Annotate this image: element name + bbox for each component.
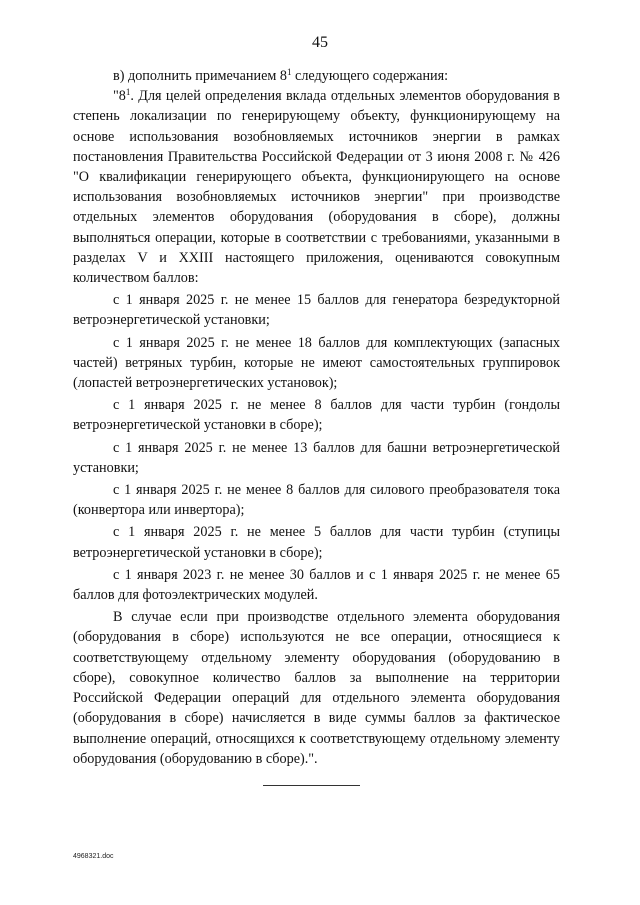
document-code: 4968321.doc (73, 853, 114, 860)
note-paragraph (73, 86, 560, 288)
intro-text-end: следующего содержания: (291, 68, 449, 84)
list-item-generator: с 1 января 2025 г. не менее 15 баллов для генератора безредукторной ветроэнергетической установки; (73, 292, 560, 329)
list-item-tower: с 1 января 2025 г. не менее 13 баллов для башни ветроэнергетической установки; (73, 439, 560, 476)
amendment-intro (73, 66, 560, 86)
list-item-hub: с 1 января 2025 г. не менее 5 баллов для части турбин (ступицы ветроэнергетической установки в сборе); (73, 524, 560, 561)
list-item-converter: с 1 января 2025 г. не менее 8 баллов для силового преобразователя тока (конвертора или инвертора); (73, 482, 560, 519)
intro-text: в) дополнить примечанием 8 (113, 68, 287, 84)
closing-paragraph: В случае если при производстве отдельного элемента оборудования (оборудования в сборе) используются не все операции, относящиеся к соответствующему отдельному элементу оборудования (оборудованию в сборе), совокупное количество баллов за выполнение на территории Российской Федерации операций для отдельного элемента оборудования (оборудования в сборе) начисляется в виде суммы баллов за фактическое выполнение операций, относящихся к соответствующему отдельному элементу оборудования (оборудованию в сборе).". (73, 609, 560, 767)
intro-superscript: 1 (287, 67, 292, 77)
list-item-pv-modules: с 1 января 2023 г. не менее 30 баллов и с 1 января 2025 г. не менее 65 баллов для фотоэлектрических модулей. (73, 566, 560, 604)
note-superscript: 1 (125, 87, 131, 98)
note-number: "8 (113, 88, 126, 105)
list-item-blades: с 1 января 2025 г. не менее 18 баллов для комплектующих (запасных частей) ветряных турбин, которые не имеют самостоятельных группировок (лопастей ветроэнергетических установок); (73, 334, 560, 392)
note-text: . Для целей определения вклада отдельных элементов оборудования в степень локализации по генерирующему объекту, функционирующему на основе использования возобновляемых источников энергии в рамках постановления Правительства Российской Федерации от 3 июня 2008 г. № 426 "О квалификации генерирующего объекта, функционирующего на основе использования возобновляемых источников энергии" при производстве отдельных элементов оборудования (оборудования в сборе), должны выполняться операции, которые в соответствии с требованиями, указанными в разделах V и XXIII настоящего приложения, оцениваются совокупным количеством баллов: (73, 88, 560, 287)
end-divider (263, 785, 360, 786)
list-item-nacelle: с 1 января 2025 г. не менее 8 баллов для части турбин (гондолы ветроэнергетической установки в сборе); (73, 397, 560, 434)
document-body (73, 66, 560, 769)
page-number: 45 (312, 34, 328, 51)
